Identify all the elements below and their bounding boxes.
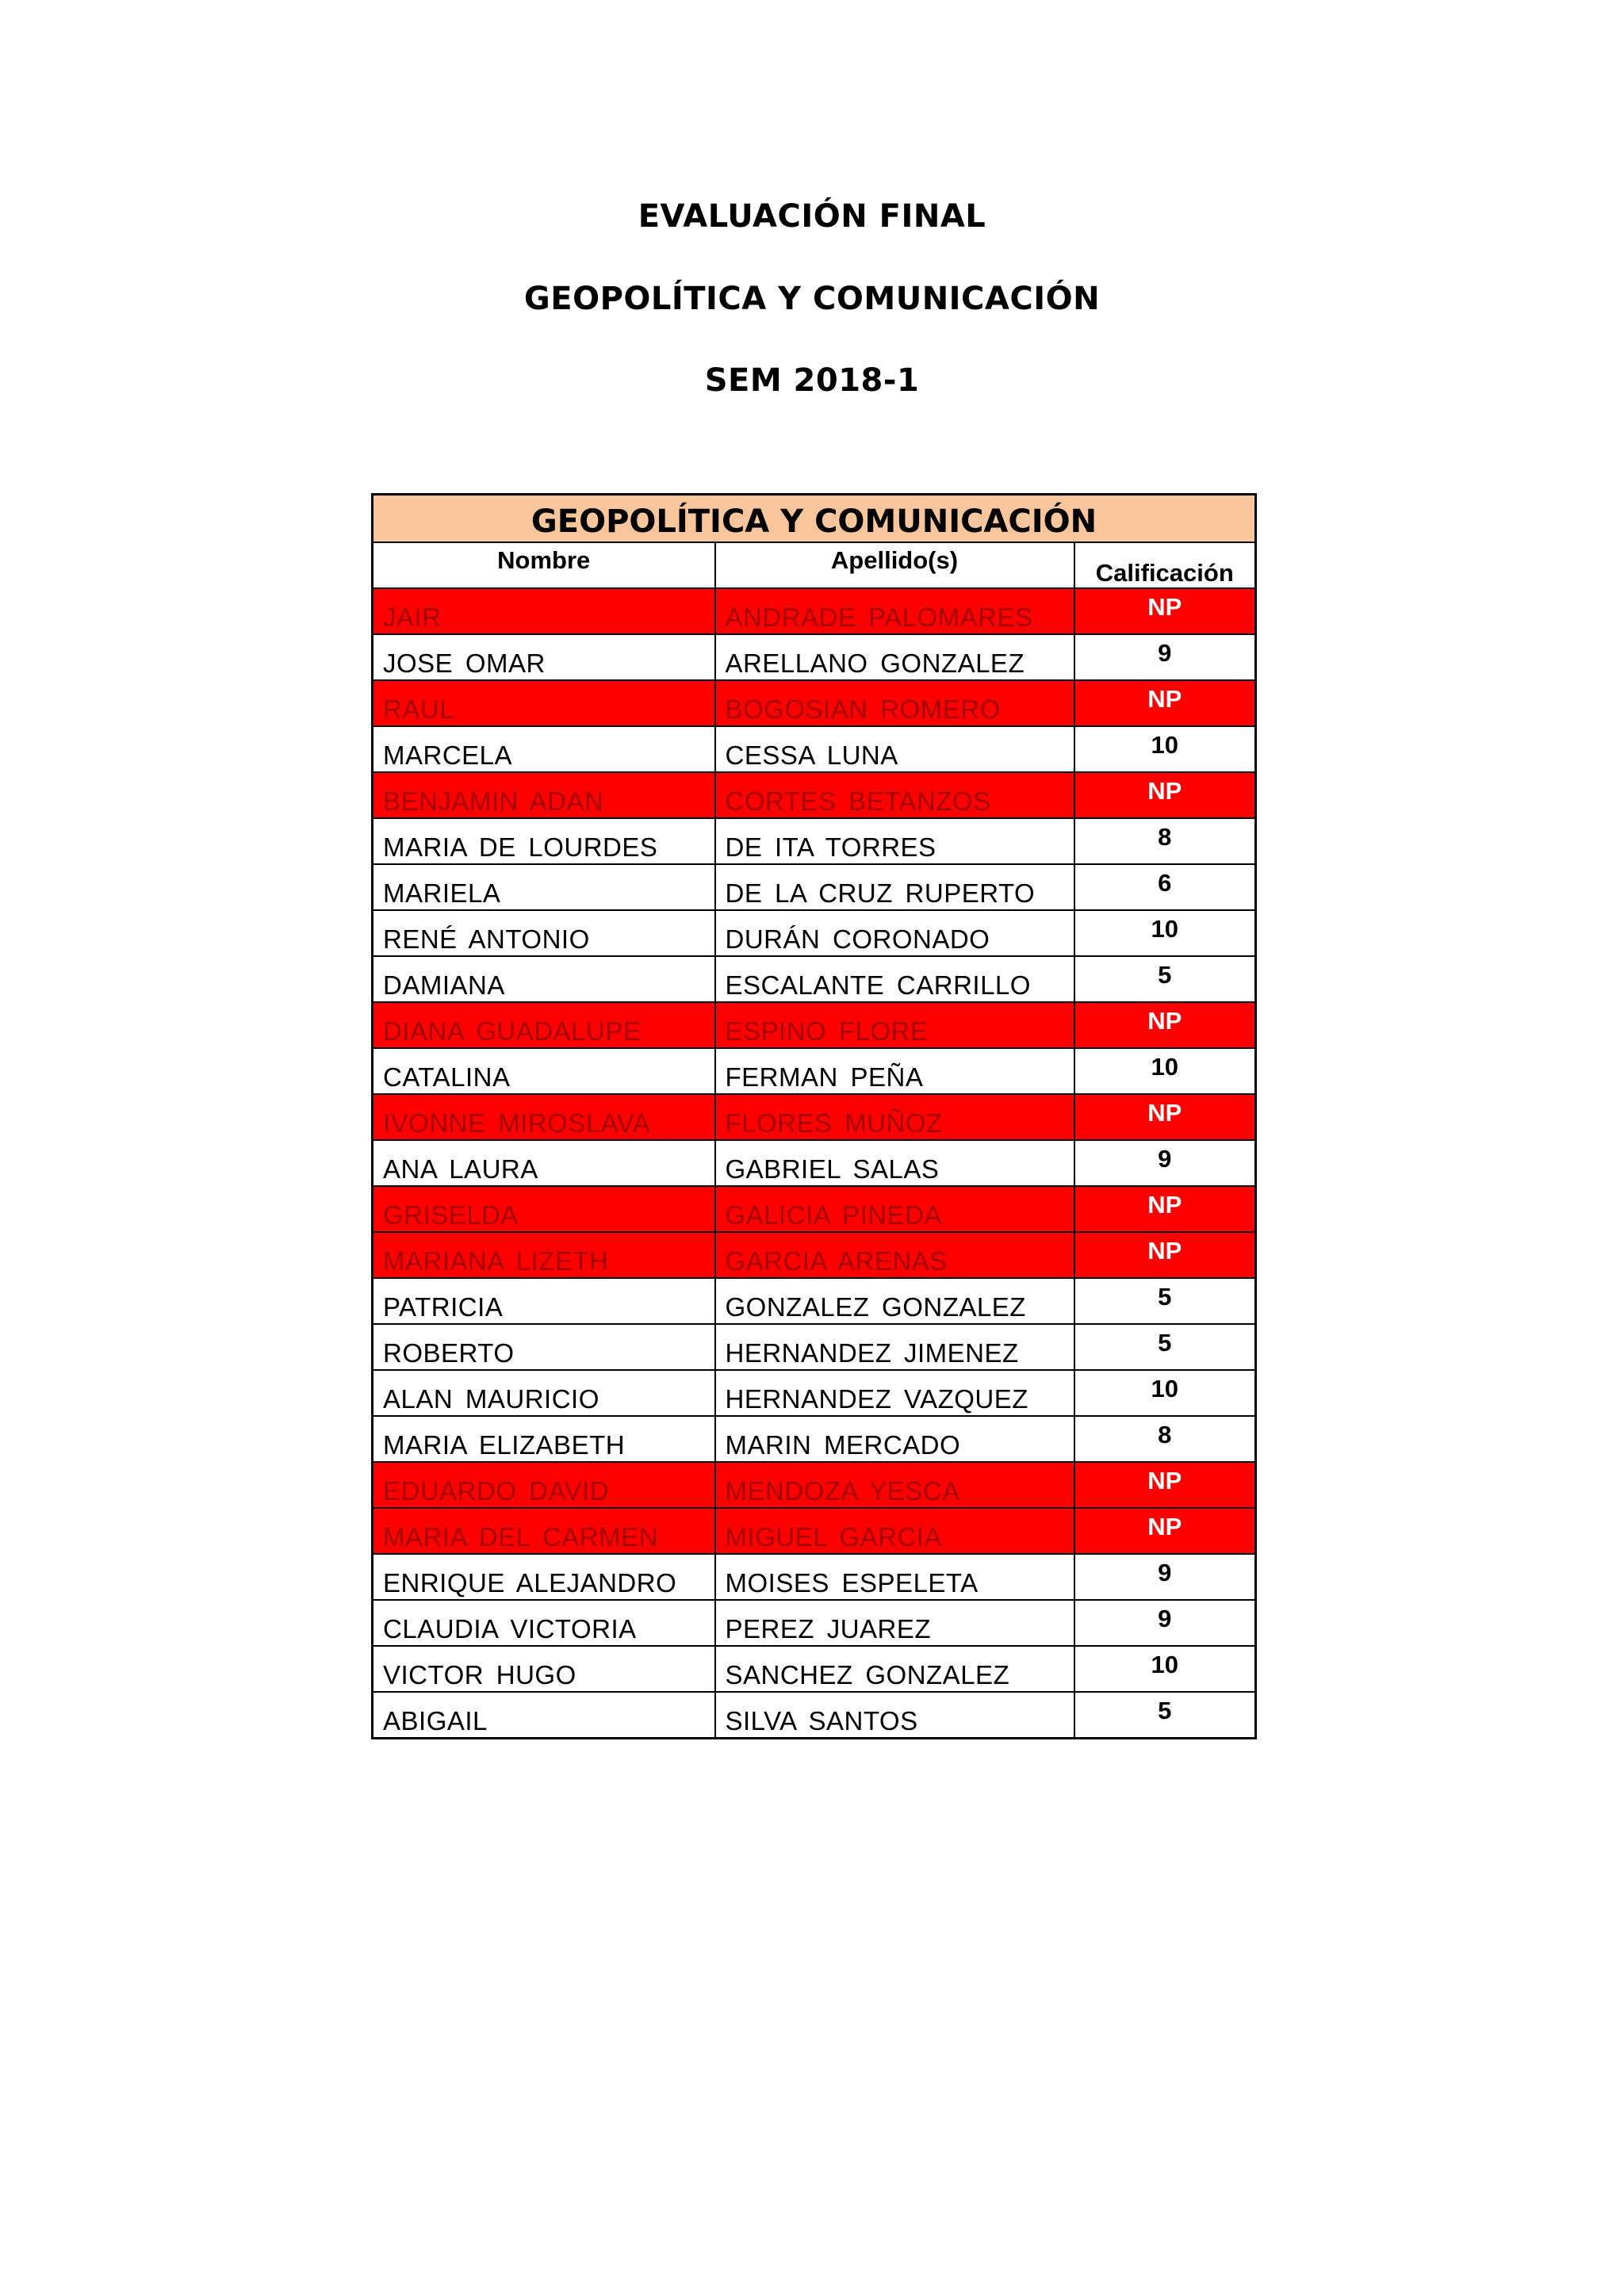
table-row: [373, 1002, 1256, 1048]
table-row: [373, 1324, 1256, 1370]
table-row: [373, 726, 1256, 772]
student-grade: 9: [1074, 634, 1256, 680]
student-first-name: MARIANA LIZETH: [373, 1232, 715, 1278]
student-first-name: BENJAMIN ADAN: [373, 772, 715, 818]
table-row: [373, 1186, 1256, 1232]
student-first-name: CATALINA: [373, 1048, 715, 1094]
student-last-name: SILVA SANTOS: [715, 1692, 1074, 1739]
document-title: EVALUACIÓN FINAL: [638, 198, 986, 235]
student-first-name: JAIR: [373, 588, 715, 634]
student-grade: 9: [1074, 1554, 1256, 1600]
student-last-name: SANCHEZ GONZALEZ: [715, 1646, 1074, 1692]
student-grade: 6: [1074, 864, 1256, 910]
student-last-name: MIGUEL GARCIA: [715, 1508, 1074, 1554]
table-row: [373, 1416, 1256, 1462]
student-last-name: CORTES BETANZOS: [715, 772, 1074, 818]
table-row: [373, 1048, 1256, 1094]
student-last-name: GALICIA PINEDA: [715, 1186, 1074, 1232]
student-first-name: MARIELA: [373, 864, 715, 910]
table-row: [373, 818, 1256, 864]
student-first-name: VICTOR HUGO: [373, 1646, 715, 1692]
student-last-name: GONZALEZ GONZALEZ: [715, 1278, 1074, 1324]
student-last-name: BOGOSIAN ROMERO: [715, 680, 1074, 726]
student-grade: 5: [1074, 956, 1256, 1002]
grades-table: [371, 493, 1257, 1739]
table-row: [373, 772, 1256, 818]
student-last-name: MOISES ESPELETA: [715, 1554, 1074, 1600]
student-grade: NP: [1074, 1002, 1256, 1048]
table-row: [373, 956, 1256, 1002]
student-grade: 10: [1074, 1048, 1256, 1094]
table-row: [373, 1094, 1256, 1140]
student-grade: 9: [1074, 1140, 1256, 1186]
student-grade: NP: [1074, 1508, 1256, 1554]
student-grade: 8: [1074, 818, 1256, 864]
table-row: [373, 634, 1256, 680]
student-grade: 5: [1074, 1278, 1256, 1324]
student-first-name: ABIGAIL: [373, 1692, 715, 1739]
student-grade: 5: [1074, 1692, 1256, 1739]
student-first-name: ANA LAURA: [373, 1140, 715, 1186]
table-title-row: [373, 495, 1256, 543]
student-grade: NP: [1074, 1094, 1256, 1140]
student-last-name: CESSA LUNA: [715, 726, 1074, 772]
student-last-name: DE LA CRUZ RUPERTO: [715, 864, 1074, 910]
student-first-name: ENRIQUE ALEJANDRO: [373, 1554, 715, 1600]
student-last-name: ESCALANTE CARRILLO: [715, 956, 1074, 1002]
student-first-name: CLAUDIA VICTORIA: [373, 1600, 715, 1646]
table-row: [373, 588, 1256, 634]
student-grade: NP: [1074, 772, 1256, 818]
student-first-name: IVONNE MIROSLAVA: [373, 1094, 715, 1140]
student-last-name: GARCIA ARENAS: [715, 1232, 1074, 1278]
table-title: GEOPOLÍTICA Y COMUNICACIÓN: [373, 495, 1256, 543]
student-last-name: ANDRADE PALOMARES: [715, 588, 1074, 634]
student-first-name: JOSE OMAR: [373, 634, 715, 680]
table-row: [373, 1692, 1256, 1739]
student-last-name: GABRIEL SALAS: [715, 1140, 1074, 1186]
student-grade: 9: [1074, 1600, 1256, 1646]
student-grade: 8: [1074, 1416, 1256, 1462]
table-row: [373, 1646, 1256, 1692]
student-grade: 10: [1074, 910, 1256, 956]
table-row: [373, 1508, 1256, 1554]
student-grade: 5: [1074, 1324, 1256, 1370]
student-grade: NP: [1074, 1186, 1256, 1232]
table-row: [373, 1554, 1256, 1600]
table-row: [373, 864, 1256, 910]
table-row: [373, 1232, 1256, 1278]
student-grade: NP: [1074, 1462, 1256, 1508]
student-first-name: RENÉ ANTONIO: [373, 910, 715, 956]
student-grade: NP: [1074, 1232, 1256, 1278]
student-last-name: DURÁN CORONADO: [715, 910, 1074, 956]
student-first-name: ALAN MAURICIO: [373, 1370, 715, 1416]
student-grade: 10: [1074, 726, 1256, 772]
student-last-name: FERMAN PEÑA: [715, 1048, 1074, 1094]
student-grade: 10: [1074, 1370, 1256, 1416]
student-last-name: MARIN MERCADO: [715, 1416, 1074, 1462]
table-row: [373, 910, 1256, 956]
student-grade: NP: [1074, 680, 1256, 726]
student-last-name: ESPINO FLORE: [715, 1002, 1074, 1048]
table-row: [373, 1140, 1256, 1186]
column-header-nombre: Nombre: [373, 542, 715, 588]
student-grade: NP: [1074, 588, 1256, 634]
column-header-row: [373, 542, 1256, 588]
student-last-name: DE ITA TORRES: [715, 818, 1074, 864]
student-grade: 10: [1074, 1646, 1256, 1692]
student-first-name: RAUL: [373, 680, 715, 726]
table-row: [373, 1278, 1256, 1324]
student-last-name: FLORES MUÑOZ: [715, 1094, 1074, 1140]
student-last-name: PEREZ JUAREZ: [715, 1600, 1074, 1646]
table-row: [373, 680, 1256, 726]
grades-body: [373, 588, 1256, 1739]
student-first-name: MARIA DE LOURDES: [373, 818, 715, 864]
student-last-name: HERNANDEZ VAZQUEZ: [715, 1370, 1074, 1416]
student-first-name: GRISELDA: [373, 1186, 715, 1232]
student-first-name: MARIA DEL CARMEN: [373, 1508, 715, 1554]
column-header-calificacion: Calificación: [1074, 542, 1256, 588]
column-header-apellidos: Apellido(s): [715, 542, 1074, 588]
table-row: [373, 1462, 1256, 1508]
semester-label: SEM 2018-1: [704, 362, 920, 399]
student-first-name: ROBERTO: [373, 1324, 715, 1370]
student-first-name: DIANA GUADALUPE: [373, 1002, 715, 1048]
student-first-name: EDUARDO DAVID: [373, 1462, 715, 1508]
student-first-name: MARCELA: [373, 726, 715, 772]
student-last-name: MENDOZA YESCA: [715, 1462, 1074, 1508]
table-row: [373, 1370, 1256, 1416]
table-row: [373, 1600, 1256, 1646]
student-first-name: DAMIANA: [373, 956, 715, 1002]
course-name: GEOPOLÍTICA Y COMUNICACIÓN: [523, 281, 1101, 317]
student-first-name: MARIA ELIZABETH: [373, 1416, 715, 1462]
student-last-name: HERNANDEZ JIMENEZ: [715, 1324, 1074, 1370]
student-last-name: ARELLANO GONZALEZ: [715, 634, 1074, 680]
student-first-name: PATRICIA: [373, 1278, 715, 1324]
